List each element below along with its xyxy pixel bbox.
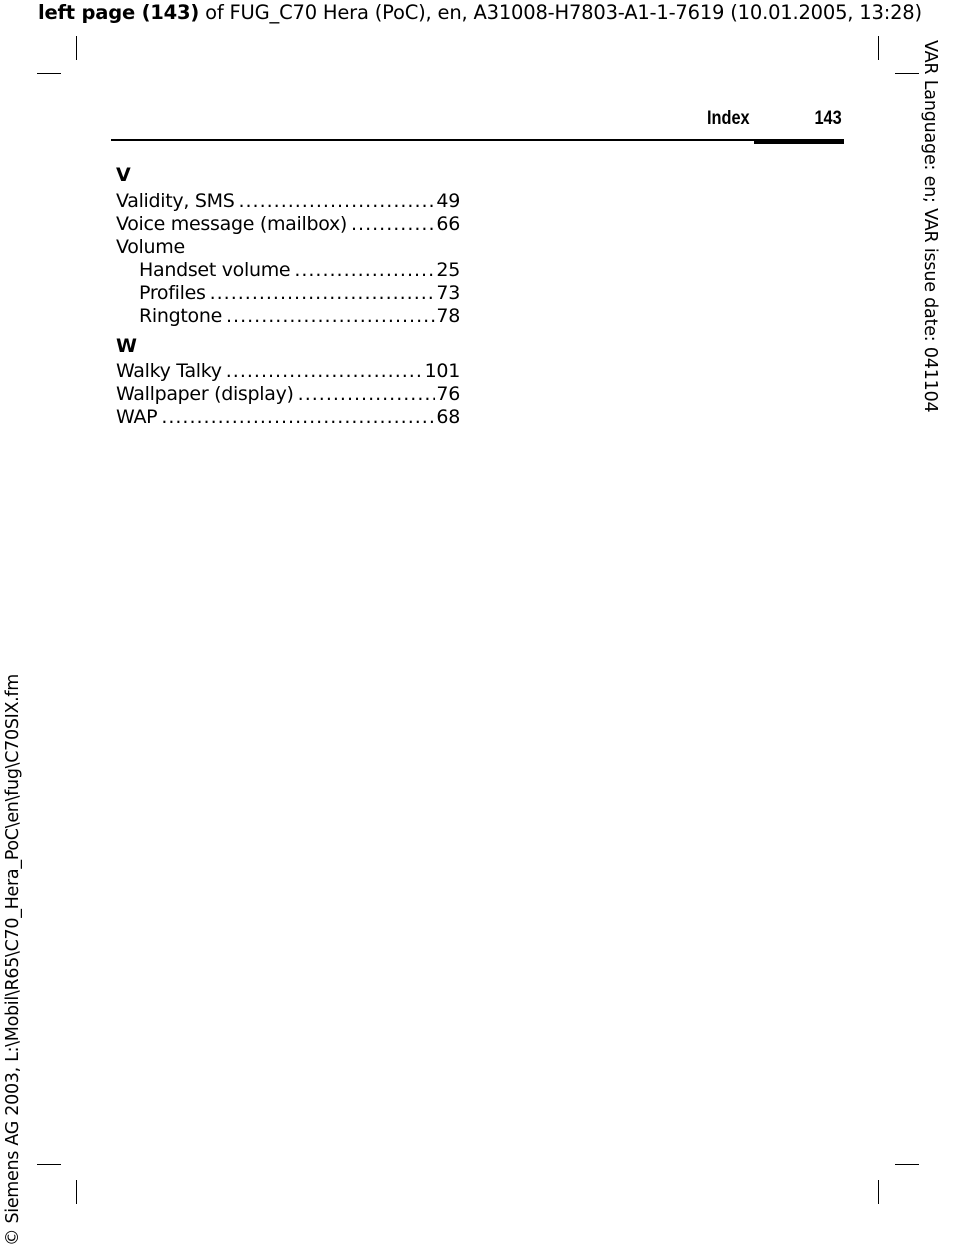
running-head-title: Index	[707, 108, 750, 129]
print-header-label: left page (143)	[38, 1, 200, 24]
dot-leader	[351, 213, 435, 236]
header-rule	[111, 139, 844, 141]
crop-mark-bottom-right-vertical	[878, 1180, 879, 1204]
index-entry	[116, 190, 460, 213]
index-page-ref: 66	[436, 213, 460, 235]
copyright-file-path: © Siemens AG 2003, L:\Mobil\R65\C70_Hera_PoC\en\fug\C70SIX.fm	[3, 673, 23, 1246]
index-entry	[116, 360, 460, 383]
crop-mark-top-right-horizontal	[895, 73, 919, 74]
dot-leader	[226, 360, 424, 383]
crop-mark-top-right-vertical	[878, 36, 879, 60]
index-term: Handset volume	[139, 259, 291, 281]
var-language-info: VAR Language: en; VAR issue date: 041104	[920, 40, 940, 413]
print-header	[38, 0, 922, 26]
index-subentry	[116, 305, 460, 328]
index-page-ref: 73	[436, 282, 460, 304]
index-page-ref: 76	[436, 383, 460, 405]
index-section-letter: W	[116, 335, 137, 357]
index-column	[116, 162, 460, 429]
index-term: Profiles	[139, 282, 206, 304]
crop-mark-top-left-horizontal	[37, 73, 61, 74]
index-term: Walky Talky	[116, 360, 222, 382]
print-header-details: of FUG_C70 Hera (PoC), en, A31008-H7803-A1-1-7619 (10.01.2005, 13:28)	[199, 1, 922, 24]
dot-leader	[161, 406, 435, 429]
dot-leader	[226, 305, 435, 328]
dot-leader	[238, 190, 435, 213]
index-term: WAP	[116, 406, 158, 428]
index-page-ref: 101	[424, 360, 460, 382]
header-rule-accent	[754, 139, 844, 144]
index-entry	[116, 383, 460, 406]
index-subentry	[116, 282, 460, 305]
page-number: 143	[814, 108, 842, 129]
index-page-ref: 25	[436, 259, 460, 281]
running-head	[111, 104, 844, 144]
index-entry	[116, 213, 460, 236]
index-term: Wallpaper (display)	[116, 383, 294, 405]
index-page-ref: 78	[436, 305, 460, 327]
index-page-ref: 68	[436, 406, 460, 428]
index-term: Ringtone	[139, 305, 222, 327]
dot-leader	[294, 259, 435, 282]
index-term: Voice message (mailbox)	[116, 213, 348, 235]
index-group-heading: Volume	[116, 236, 185, 258]
crop-mark-top-left-vertical	[76, 36, 77, 60]
dot-leader	[298, 383, 436, 406]
index-section-letter: V	[116, 164, 131, 186]
crop-mark-bottom-right-horizontal	[895, 1164, 919, 1165]
dot-leader	[210, 282, 436, 305]
index-term: Validity, SMS	[116, 190, 235, 212]
crop-mark-bottom-left-vertical	[76, 1180, 77, 1204]
index-entry	[116, 406, 460, 429]
index-page-ref: 49	[436, 190, 460, 212]
index-subentry	[116, 259, 460, 282]
crop-mark-bottom-left-horizontal	[37, 1164, 61, 1165]
